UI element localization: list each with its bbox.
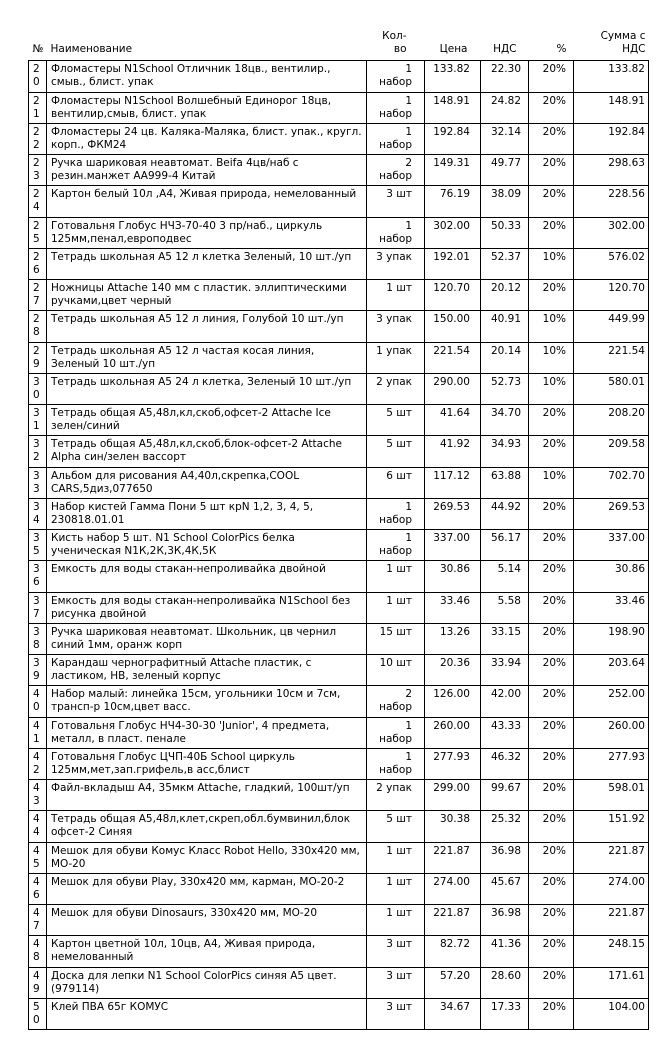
table-row — [29, 467, 649, 498]
cell-name: Готовальня Глобус ЦЧП-40Б School циркуль 125мм,мет,зап.грифель,в асс,блист — [47, 748, 367, 779]
table-row — [29, 248, 649, 279]
table-row — [29, 936, 649, 967]
cell-number: 46 — [29, 873, 47, 904]
cell-quantity: 1 набор — [367, 123, 425, 154]
cell-quantity: 3 упак — [367, 311, 425, 342]
table-row — [29, 905, 649, 936]
table-header-row — [29, 28, 649, 61]
cell-price: 82.72 — [425, 936, 481, 967]
cell-number: 26 — [29, 248, 47, 279]
table-row — [29, 92, 649, 123]
cell-vat: 43.33 — [481, 717, 529, 748]
cell-percent: 20% — [529, 592, 574, 623]
column-header-vat: НДС — [493, 43, 517, 56]
cell-quantity: 1 упак — [367, 342, 425, 373]
cell-percent: 20% — [529, 998, 574, 1029]
table-row — [29, 811, 649, 842]
cell-quantity: 1 шт — [367, 592, 425, 623]
cell-vat: 34.70 — [481, 405, 529, 436]
cell-price: 302.00 — [425, 217, 481, 248]
column-header-quantity: Кол-во — [382, 30, 407, 56]
cell-total: 598.01 — [574, 780, 649, 811]
cell-price: 299.00 — [425, 780, 481, 811]
cell-percent: 20% — [529, 280, 574, 311]
cell-vat: 42.00 — [481, 686, 529, 717]
cell-quantity: 1 набор — [367, 717, 425, 748]
cell-name: Готовальня Глобус НЧЗ-70-40 3 пр/наб., циркуль 125мм,пенал,европодвес — [47, 217, 367, 248]
cell-percent: 20% — [529, 967, 574, 998]
cell-total: 221.87 — [574, 905, 649, 936]
cell-total: 269.53 — [574, 498, 649, 529]
cell-vat: 24.82 — [481, 92, 529, 123]
cell-quantity: 1 шт — [367, 561, 425, 592]
cell-name: Мешок для обуви Play, 330x420 мм, карман, МО-20-2 — [47, 873, 367, 904]
cell-percent: 20% — [529, 811, 574, 842]
cell-name: Тетрадь школьная А5 12 л частая косая линия, Зеленый 10 шт./уп — [47, 342, 367, 373]
cell-name: Мешок для обуви Комус Класс Robot Hello, 330x420 мм, МО-20 — [47, 842, 367, 873]
cell-quantity: 6 шт — [367, 467, 425, 498]
cell-name: Готовальня Глобус НЧ4-30-30 'Junior', 4 предмета, металл, в пласт. пенале — [47, 717, 367, 748]
table-row — [29, 61, 649, 92]
cell-quantity: 1 набор — [367, 61, 425, 92]
column-header-percent: % — [556, 43, 567, 56]
cell-price: 57.20 — [425, 967, 481, 998]
cell-price: 192.84 — [425, 123, 481, 154]
cell-number: 44 — [29, 811, 47, 842]
cell-name: Фломастеры N1School Волшебный Единорог 18цв, вентилир,смыв, блист. упак — [47, 92, 367, 123]
cell-total: 252.00 — [574, 686, 649, 717]
cell-price: 221.87 — [425, 905, 481, 936]
cell-quantity: 1 набор — [367, 748, 425, 779]
cell-number: 47 — [29, 905, 47, 936]
cell-percent: 20% — [529, 936, 574, 967]
cell-total: 228.56 — [574, 186, 649, 217]
cell-price: 41.64 — [425, 405, 481, 436]
cell-vat: 5.58 — [481, 592, 529, 623]
cell-total: 274.00 — [574, 873, 649, 904]
table-row — [29, 842, 649, 873]
cell-name: Набор малый: линейка 15см, угольники 10см и 7см, трансп-р 10см,цвет васс. — [47, 686, 367, 717]
column-header-total-label: Сумма с НДС — [600, 30, 646, 56]
cell-number: 21 — [29, 92, 47, 123]
cell-name: Доска для лепки N1 School ColorPics синяя А5 цвет. (979114) — [47, 967, 367, 998]
cell-total: 208.20 — [574, 405, 649, 436]
cell-price: 133.82 — [425, 61, 481, 92]
cell-vat: 63.88 — [481, 467, 529, 498]
cell-quantity: 1 набор — [367, 92, 425, 123]
cell-percent: 20% — [529, 186, 574, 217]
table-row — [29, 405, 649, 436]
cell-quantity: 1 шт — [367, 280, 425, 311]
cell-percent: 20% — [529, 561, 574, 592]
cell-vat: 28.60 — [481, 967, 529, 998]
cell-percent: 20% — [529, 436, 574, 467]
cell-name: Тетрадь школьная А5 12 л линия, Голубой 10 шт./уп — [47, 311, 367, 342]
cell-quantity: 3 упак — [367, 248, 425, 279]
cell-percent: 20% — [529, 92, 574, 123]
cell-vat: 41.36 — [481, 936, 529, 967]
cell-total: 221.87 — [574, 842, 649, 873]
cell-price: 221.54 — [425, 342, 481, 373]
cell-percent: 20% — [529, 405, 574, 436]
cell-total: 298.63 — [574, 155, 649, 186]
cell-price: 34.67 — [425, 998, 481, 1029]
column-header-price: Цена — [439, 43, 468, 56]
cell-quantity: 2 упак — [367, 780, 425, 811]
cell-total: 260.00 — [574, 717, 649, 748]
cell-price: 149.31 — [425, 155, 481, 186]
cell-number: 40 — [29, 686, 47, 717]
cell-vat: 49.77 — [481, 155, 529, 186]
cell-name: Ручка шариковая неавтомат. Школьник, цв чернил синий 1мм, оранж корп — [47, 623, 367, 654]
cell-quantity: 10 шт — [367, 655, 425, 686]
cell-vat: 22.30 — [481, 61, 529, 92]
table-row — [29, 436, 649, 467]
cell-name: Ручка шариковая неавтомат. Beifa 4цв/наб с резин.манжет AA999-4 Китай — [47, 155, 367, 186]
cell-number: 49 — [29, 967, 47, 998]
cell-quantity: 5 шт — [367, 811, 425, 842]
table-row — [29, 342, 649, 373]
cell-percent: 20% — [529, 530, 574, 561]
table-row — [29, 311, 649, 342]
cell-total: 277.93 — [574, 748, 649, 779]
table-row — [29, 655, 649, 686]
cell-total: 30.86 — [574, 561, 649, 592]
cell-number: 20 — [29, 61, 47, 92]
cell-vat: 36.98 — [481, 842, 529, 873]
cell-percent: 10% — [529, 373, 574, 404]
cell-percent: 20% — [529, 873, 574, 904]
cell-number: 39 — [29, 655, 47, 686]
cell-percent: 20% — [529, 717, 574, 748]
table-row — [29, 717, 649, 748]
cell-name: Фломастеры N1School Отличник 18цв., вентилир., смыв., блист. упак — [47, 61, 367, 92]
cell-name: Емкость для воды стакан-непроливайка двойной — [47, 561, 367, 592]
cell-quantity: 3 шт — [367, 936, 425, 967]
cell-price: 41.92 — [425, 436, 481, 467]
cell-vat: 52.73 — [481, 373, 529, 404]
cell-number: 42 — [29, 748, 47, 779]
cell-price: 260.00 — [425, 717, 481, 748]
cell-number: 24 — [29, 186, 47, 217]
cell-quantity: 1 шт — [367, 905, 425, 936]
cell-total: 302.00 — [574, 217, 649, 248]
cell-number: 27 — [29, 280, 47, 311]
cell-price: 76.19 — [425, 186, 481, 217]
cell-number: 25 — [29, 217, 47, 248]
cell-percent: 20% — [529, 655, 574, 686]
cell-quantity: 2 набор — [367, 155, 425, 186]
cell-price: 126.00 — [425, 686, 481, 717]
cell-number: 32 — [29, 436, 47, 467]
cell-name: Картон цветной 10л, 10цв, А4, Живая природа, немелованный — [47, 936, 367, 967]
cell-vat: 45.67 — [481, 873, 529, 904]
cell-percent: 10% — [529, 248, 574, 279]
cell-vat: 17.33 — [481, 998, 529, 1029]
cell-number: 29 — [29, 342, 47, 373]
cell-price: 13.26 — [425, 623, 481, 654]
cell-percent: 20% — [529, 842, 574, 873]
table-row — [29, 123, 649, 154]
cell-price: 192.01 — [425, 248, 481, 279]
cell-price: 221.87 — [425, 842, 481, 873]
cell-vat: 40.91 — [481, 311, 529, 342]
cell-name: Ножницы Attache 140 мм с пластик. эллиптическими ручками,цвет черный — [47, 280, 367, 311]
cell-vat: 33.94 — [481, 655, 529, 686]
cell-vat: 32.14 — [481, 123, 529, 154]
table-row — [29, 623, 649, 654]
cell-total: 221.54 — [574, 342, 649, 373]
cell-name: Мешок для обуви Dinosaurs, 330x420 мм, МО-20 — [47, 905, 367, 936]
cell-percent: 20% — [529, 686, 574, 717]
cell-percent: 10% — [529, 467, 574, 498]
cell-number: 23 — [29, 155, 47, 186]
cell-vat: 52.37 — [481, 248, 529, 279]
cell-name: Тетрадь школьная А5 24 л клетка, Зеленый 10 шт./уп — [47, 373, 367, 404]
cell-price: 30.38 — [425, 811, 481, 842]
table-row — [29, 998, 649, 1029]
column-header-total — [574, 28, 649, 61]
cell-quantity: 5 шт — [367, 405, 425, 436]
cell-number: 36 — [29, 561, 47, 592]
cell-total: 203.64 — [574, 655, 649, 686]
table-row — [29, 498, 649, 529]
items-body — [29, 61, 649, 1030]
table-row — [29, 780, 649, 811]
cell-percent: 10% — [529, 311, 574, 342]
cell-vat: 34.93 — [481, 436, 529, 467]
table-row — [29, 217, 649, 248]
column-header-name: Наименование — [50, 43, 133, 56]
cell-quantity: 1 набор — [367, 530, 425, 561]
cell-percent: 20% — [529, 217, 574, 248]
cell-vat: 56.17 — [481, 530, 529, 561]
cell-number: 50 — [29, 998, 47, 1029]
cell-name: Альбом для рисования А4,40л,скрепка,COOL CARS,5диз,077650 — [47, 467, 367, 498]
cell-number: 48 — [29, 936, 47, 967]
cell-percent: 20% — [529, 748, 574, 779]
table-row — [29, 186, 649, 217]
cell-number: 43 — [29, 780, 47, 811]
table-row — [29, 561, 649, 592]
cell-vat: 33.15 — [481, 623, 529, 654]
cell-number: 35 — [29, 530, 47, 561]
column-header-number: № — [32, 43, 44, 56]
cell-name: Файл-вкладыш А4, 35мкм Attache, гладкий, 100шт/уп — [47, 780, 367, 811]
cell-vat: 99.67 — [481, 780, 529, 811]
cell-name: Клей ПВА 65г КОМУС — [47, 998, 367, 1029]
cell-total: 580.01 — [574, 373, 649, 404]
table-row — [29, 373, 649, 404]
cell-name: Тетрадь школьная А5 12 л клетка Зеленый, 10 шт./уп — [47, 248, 367, 279]
cell-total: 198.90 — [574, 623, 649, 654]
cell-percent: 10% — [529, 342, 574, 373]
cell-total: 148.91 — [574, 92, 649, 123]
cell-name: Тетрадь общая А5,48л,кл,скоб,блок-офсет-2 Attache Alpha син/зелен вассорт — [47, 436, 367, 467]
cell-number: 41 — [29, 717, 47, 748]
cell-percent: 20% — [529, 123, 574, 154]
cell-quantity: 3 шт — [367, 967, 425, 998]
cell-quantity: 15 шт — [367, 623, 425, 654]
cell-number: 22 — [29, 123, 47, 154]
cell-quantity: 1 набор — [367, 217, 425, 248]
table-row — [29, 592, 649, 623]
cell-number: 45 — [29, 842, 47, 873]
table-row — [29, 873, 649, 904]
table-row — [29, 280, 649, 311]
cell-percent: 20% — [529, 498, 574, 529]
cell-quantity: 1 набор — [367, 498, 425, 529]
cell-percent: 20% — [529, 623, 574, 654]
cell-price: 148.91 — [425, 92, 481, 123]
cell-vat: 46.32 — [481, 748, 529, 779]
cell-price: 274.00 — [425, 873, 481, 904]
cell-quantity: 3 шт — [367, 186, 425, 217]
cell-total: 33.46 — [574, 592, 649, 623]
items-table — [28, 28, 649, 1030]
cell-number: 31 — [29, 405, 47, 436]
cell-price: 290.00 — [425, 373, 481, 404]
cell-price: 277.93 — [425, 748, 481, 779]
cell-total: 171.61 — [574, 967, 649, 998]
cell-name: Кисть набор 5 шт. N1 School ColorPics белка ученическая N1К,2К,3К,4К,5К — [47, 530, 367, 561]
cell-percent: 20% — [529, 61, 574, 92]
cell-price: 117.12 — [425, 467, 481, 498]
table-row — [29, 686, 649, 717]
cell-total: 576.02 — [574, 248, 649, 279]
cell-price: 120.70 — [425, 280, 481, 311]
cell-number: 38 — [29, 623, 47, 654]
cell-number: 34 — [29, 498, 47, 529]
cell-name: Тетрадь общая А5,48л,кл,скоб,офсет-2 Attache Ice зелен/синий — [47, 405, 367, 436]
cell-name: Картон белый 10л ,А4, Живая природа, немелованный — [47, 186, 367, 217]
cell-name: Карандаш чернографитный Attache пластик, с ластиком, HB, зеленый корпус — [47, 655, 367, 686]
cell-number: 33 — [29, 467, 47, 498]
cell-percent: 20% — [529, 155, 574, 186]
cell-total: 449.99 — [574, 311, 649, 342]
cell-vat: 38.09 — [481, 186, 529, 217]
cell-quantity: 1 шт — [367, 873, 425, 904]
cell-total: 133.82 — [574, 61, 649, 92]
table-row — [29, 748, 649, 779]
cell-name: Тетрадь общая А5,48л,клет,скреп,обл.бумвинил,блок офсет-2 Синяя — [47, 811, 367, 842]
cell-percent: 20% — [529, 905, 574, 936]
cell-price: 20.36 — [425, 655, 481, 686]
cell-total: 151.92 — [574, 811, 649, 842]
cell-total: 104.00 — [574, 998, 649, 1029]
cell-price: 30.86 — [425, 561, 481, 592]
cell-quantity: 3 шт — [367, 998, 425, 1029]
cell-vat: 25.32 — [481, 811, 529, 842]
cell-quantity: 1 шт — [367, 842, 425, 873]
cell-quantity: 2 набор — [367, 686, 425, 717]
cell-price: 150.00 — [425, 311, 481, 342]
cell-vat: 5.14 — [481, 561, 529, 592]
cell-total: 192.84 — [574, 123, 649, 154]
cell-total: 209.58 — [574, 436, 649, 467]
table-row — [29, 155, 649, 186]
cell-price: 337.00 — [425, 530, 481, 561]
cell-vat: 20.14 — [481, 342, 529, 373]
cell-total: 337.00 — [574, 530, 649, 561]
cell-quantity: 5 шт — [367, 436, 425, 467]
cell-number: 28 — [29, 311, 47, 342]
cell-name: Емкость для воды стакан-непроливайка N1School без рисунка двойной — [47, 592, 367, 623]
cell-total: 248.15 — [574, 936, 649, 967]
cell-percent: 20% — [529, 780, 574, 811]
cell-number: 37 — [29, 592, 47, 623]
table-row — [29, 530, 649, 561]
table-row — [29, 967, 649, 998]
cell-number: 30 — [29, 373, 47, 404]
cell-quantity: 2 упак — [367, 373, 425, 404]
cell-total: 120.70 — [574, 280, 649, 311]
cell-price: 269.53 — [425, 498, 481, 529]
cell-name: Набор кистей Гамма Пони 5 шт крN 1,2, 3, 4, 5, 230818.01.01 — [47, 498, 367, 529]
cell-vat: 44.92 — [481, 498, 529, 529]
cell-vat: 20.12 — [481, 280, 529, 311]
cell-name: Фломастеры 24 цв. Каляка-Маляка, блист. упак., кругл. корп., ФКМ24 — [47, 123, 367, 154]
cell-vat: 36.98 — [481, 905, 529, 936]
cell-vat: 50.33 — [481, 217, 529, 248]
cell-price: 33.46 — [425, 592, 481, 623]
cell-total: 702.70 — [574, 467, 649, 498]
